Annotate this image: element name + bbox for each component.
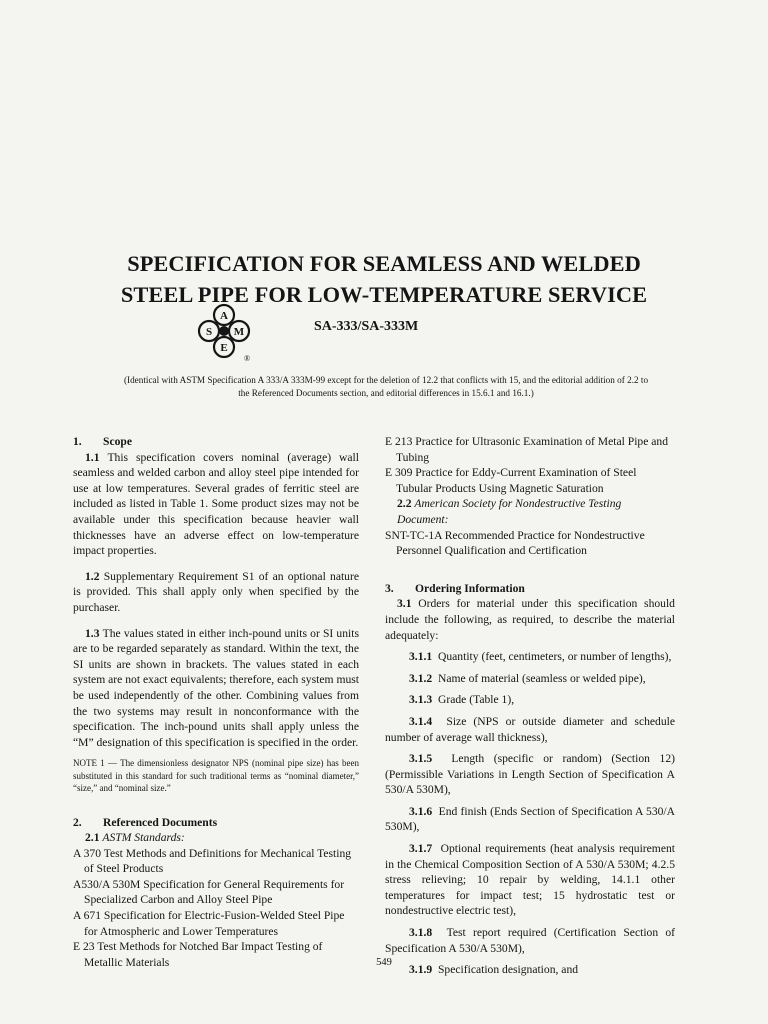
section-number: 3. (385, 581, 394, 595)
item-text: Optional requirements (heat analysis requirement in the Chemical Composition Section of A 530/A 530M; 4.2.5 stress relieving; 10 repair by welding, 14.1.1 other temperatures for impact test; 15 hydrostatic test or nondestructive electric test), (385, 842, 675, 918)
section-title: Referenced Documents (103, 815, 218, 829)
item-text: Specification designation, and (437, 963, 579, 977)
document-designation: SA-333/SA-333M (314, 319, 419, 334)
item-number: 3.1.6 (409, 804, 433, 818)
paragraph-number: 2.2 (397, 497, 412, 511)
logo-letter-a: A (220, 310, 228, 322)
subsection-2-1-heading (85, 830, 359, 846)
item-text: Length (specific or random) (Section 12) (Permissible Variations in Length Section of Specification A 530/A 530M), (385, 752, 675, 797)
paragraph-3-1 (385, 596, 675, 643)
identical-note-line-1: (Identical with ASTM Specification A 333/A 333M-99 except for the deletion of 12.2 that conflicts with 15, and the editorial addition of 2.2 to (123, 375, 649, 385)
reference-item: E 213 Practice for Ultrasonic Examination of Metal Pipe and Tubing (385, 435, 668, 464)
item-number: 3.1.7 (409, 842, 433, 856)
paragraph-text: This specification covers nominal (average) wall seamless and welded carbon and alloy steel pipe intended for use at low temperatures. Several grades of ferritic steel are included as listed in Table 1. Some product sizes may not be available under this specification because heavier wall thicknesses have an adverse effect on low-temperature impact properties. (73, 450, 359, 558)
list-item-3-1-8 (385, 925, 675, 956)
paragraph-number: 1.3 (85, 626, 100, 640)
list-item-3-1-5 (385, 751, 675, 798)
paragraph-number: 1.1 (85, 450, 100, 464)
paragraph-number: 3.1 (397, 597, 412, 611)
item-text: Quantity (feet, centimeters, or number of lengths), (437, 650, 672, 664)
list-item-3-1-7 (385, 841, 675, 919)
logo-letter-e: E (220, 342, 228, 354)
item-text: Name of material (seamless or welded pipe), (437, 671, 646, 685)
subsection-title: American Society for Nondestructive Testing Document: (397, 497, 622, 526)
reference-item: A 370 Test Methods and Definitions for Mechanical Testing of Steel Products (73, 846, 352, 876)
section-title: Scope (103, 435, 132, 448)
item-text: Grade (Table 1), (437, 693, 515, 707)
title-line-2: STEEL PIPE FOR LOW-TEMPERATURE SERVICE (120, 282, 648, 307)
item-number: 3.1.8 (409, 926, 433, 940)
logo-letter-s: S (205, 326, 213, 338)
paragraph-number: 1.2 (85, 569, 100, 583)
title-line-1: SPECIFICATION FOR SEAMLESS AND WELDED (127, 251, 641, 276)
paragraph-1-3 (73, 626, 359, 751)
item-number: 3.1.1 (409, 650, 433, 664)
list-item-3-1-4 (385, 714, 675, 745)
list-item-3-1-3 (385, 692, 675, 708)
paragraph-number: 2.1 (85, 831, 100, 845)
reference-item: E 23 Test Methods for Notched Bar Impact Testing of Metallic Materials (73, 940, 323, 969)
item-number: 3.1.3 (409, 693, 433, 707)
subsection-title: ASTM Standards: (102, 831, 185, 845)
logo-letter-m: M (233, 326, 245, 338)
item-number: 3.1.5 (409, 752, 433, 766)
note-1: NOTE 1 — The dimensionless designator NPS (nominal pipe size) has been substituted in this standard for such traditional terms as “nominal diameter,” “size,” and “nominal size.” (73, 758, 359, 794)
paragraph-1-2 (73, 569, 359, 616)
item-text: Size (NPS or outside diameter and schedule number of average wall thickness), (385, 714, 675, 744)
page-number: 549 (376, 957, 392, 968)
identical-note-line-2: the Referenced Documents section, and editorial differences in 15.6.1 and 16.1.) (238, 387, 534, 398)
paragraph-1-1 (73, 450, 359, 559)
item-text: Test report required (Certification Section of Specification A 530/A 530M), (385, 926, 675, 955)
section-3-heading (385, 581, 675, 597)
item-number: 3.1.2 (409, 671, 433, 685)
item-number: 3.1.4 (409, 714, 433, 728)
right-column (385, 434, 675, 978)
list-item-3-1-6 (385, 804, 675, 835)
list-item-3-1-1 (385, 649, 675, 665)
paragraph-text: The values stated in either inch-pound units or SI units are to be regarded separately as standard. Within the text, the SI units are shown in brackets. The values stated in each system are not exact equivalents; therefore, each system must be used independently of the other. Combining values from the two systems may result in nonconformance with the specification. The inch-pound units shall apply unless the “M” designation of this specification is specified in the order. (73, 626, 359, 749)
paragraph-text: Supplementary Requirement S1 of an optional nature is provided. This shall apply only when specified by the purchaser. (73, 569, 359, 614)
reference-item: A530/A 530M Specification for General Requirements for Specialized Carbon and Alloy Steel Pipe (73, 877, 345, 907)
reference-item-snt: SNT-TC-1A Recommended Practice for Nondestructive Personnel Qualification and Certification (385, 528, 645, 558)
section-2-heading (73, 815, 359, 831)
section-number: 2. (73, 815, 82, 829)
left-column (73, 434, 359, 970)
reference-item: E 309 Practice for Eddy-Current Examination of Steel Tubular Products Using Magnetic Saturation (385, 466, 637, 495)
registered-mark: ® (244, 354, 251, 363)
subsection-2-2-heading (397, 496, 675, 527)
document-title (60, 248, 708, 310)
identical-note (98, 374, 674, 399)
section-number: 1. (73, 435, 82, 448)
section-1-heading (73, 434, 359, 450)
asme-logo-icon (188, 303, 260, 363)
item-number: 3.1.9 (409, 963, 433, 977)
paragraph-text: Orders for material under this specification should include the following, as required, to describe the material adequately: (385, 597, 675, 642)
section-title: Ordering Information (415, 581, 525, 595)
list-item-3-1-2 (385, 671, 675, 687)
item-text: End finish (Ends Section of Specification A 530/A 530M), (385, 804, 676, 834)
reference-item: A 671 Specification for Electric-Fusion-Welded Steel Pipe for Atmospheric and Lower Temperatures (73, 909, 345, 938)
